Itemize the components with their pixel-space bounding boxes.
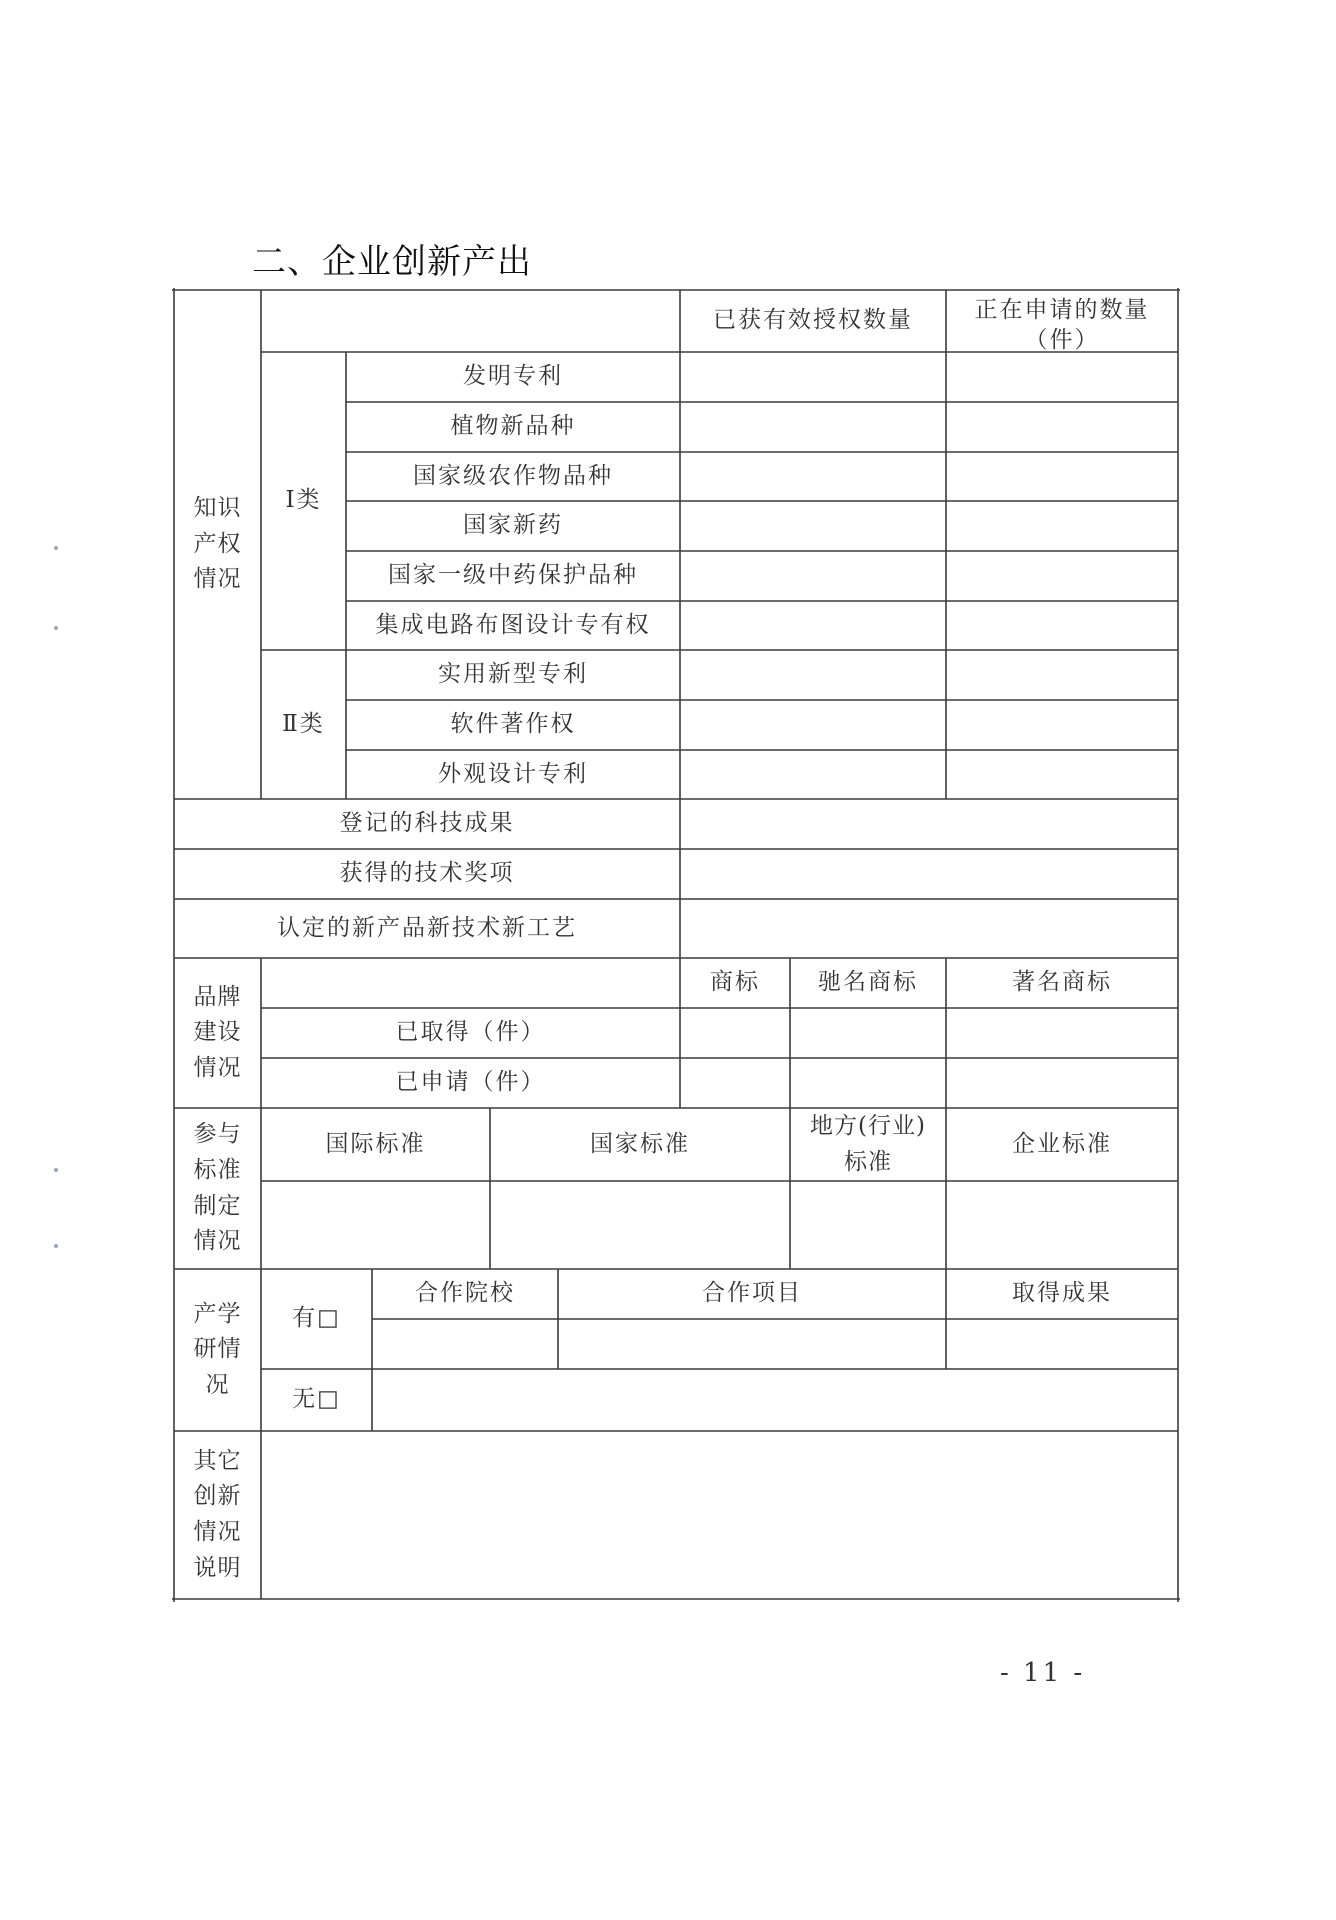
other-group-label-line: 创新 <box>193 1483 242 1510</box>
scan-speck <box>54 1168 58 1172</box>
ip-group-label-line: 知识 <box>193 495 242 522</box>
other-group-label-line: 情况 <box>193 1519 242 1545</box>
results-header: 取得成果 <box>1012 1280 1112 1307</box>
obtained-label: 已取得（件） <box>395 1019 546 1046</box>
ip-group-label-line: 情况 <box>193 566 242 593</box>
national-standard-header: 国家标准 <box>590 1130 690 1157</box>
scan-speck <box>54 626 58 630</box>
tech-awards-label: 获得的技术奖项 <box>339 860 515 887</box>
applying-count-header: 正在申请的数量（件） <box>974 297 1150 352</box>
industry-academia-group-label-line: 研情 <box>193 1336 242 1363</box>
ip-item-label: 国家级农作物品种 <box>413 462 613 489</box>
famous-trademark-header: 著名商标 <box>1012 969 1112 996</box>
other-group-label-line: 其它 <box>193 1447 242 1474</box>
scan-speck <box>54 546 58 550</box>
enterprise-standard-header: 企业标准 <box>1012 1130 1112 1157</box>
ip-item-label: 外观设计专利 <box>438 760 588 787</box>
standards-group-label <box>174 1108 261 1269</box>
industry-academia-group-label-line: 产学 <box>193 1300 242 1327</box>
standards-group-label-line: 情况 <box>193 1228 242 1255</box>
local-standard-header <box>790 1108 946 1181</box>
trademark-header: 商标 <box>710 969 760 996</box>
new-products-label: 认定的新产品新技术新工艺 <box>277 914 577 941</box>
industry-academia-group-label-line: 况 <box>205 1371 230 1398</box>
yes-checkbox[interactable]: 有□ <box>292 1305 341 1332</box>
partner-school-header: 合作院校 <box>415 1280 515 1307</box>
innovation-output-form <box>172 288 1180 1602</box>
registered-achievements-label: 登记的科技成果 <box>339 810 515 837</box>
brand-group-label-line: 情况 <box>193 1054 242 1081</box>
international-standard-header: 国际标准 <box>325 1130 426 1157</box>
ip-item-label: 软件著作权 <box>450 711 576 738</box>
local-standard-line: 标准 <box>844 1148 892 1175</box>
ip-item-label: 国家新药 <box>463 512 563 539</box>
scan-speck <box>54 1244 58 1248</box>
class1-label: Ⅰ类 <box>285 487 322 514</box>
ip-item-label: 国家一级中药保护品种 <box>388 562 638 589</box>
ip-item-label: 集成电路布图设计专有权 <box>375 611 651 638</box>
industry-academia-group-label <box>174 1269 261 1431</box>
applied-label: 已申请（件） <box>395 1069 546 1096</box>
cooperation-project-header: 合作项目 <box>702 1280 802 1307</box>
other-group-label-line: 说明 <box>193 1554 242 1581</box>
standards-group-label-line: 制定 <box>193 1192 242 1219</box>
standards-group-label-line: 标准 <box>193 1156 242 1183</box>
class2-label: Ⅱ类 <box>282 710 325 737</box>
brand-group-label <box>174 958 261 1108</box>
ip-group-label <box>174 290 261 799</box>
ip-group-label-line: 产权 <box>193 530 242 557</box>
local-standard-line: 地方(行业) <box>810 1112 926 1139</box>
brand-group-label-line: 建设 <box>193 1019 242 1046</box>
page-number: - 11 - <box>1000 1658 1086 1688</box>
no-checkbox[interactable]: 无□ <box>292 1386 341 1413</box>
ip-item-label: 实用新型专利 <box>438 661 588 688</box>
granted-count-header: 已获有效授权数量 <box>713 307 913 334</box>
well-known-trademark-header: 驰名商标 <box>818 969 918 996</box>
standards-group-label-line: 参与 <box>193 1121 242 1148</box>
brand-group-label-line: 品牌 <box>193 983 242 1010</box>
section-title: 二、企业创新产出 <box>252 242 532 282</box>
ip-item-label: 发明专利 <box>463 363 563 390</box>
other-innovation-group-label <box>174 1431 261 1599</box>
ip-item-label: 植物新品种 <box>450 413 576 440</box>
